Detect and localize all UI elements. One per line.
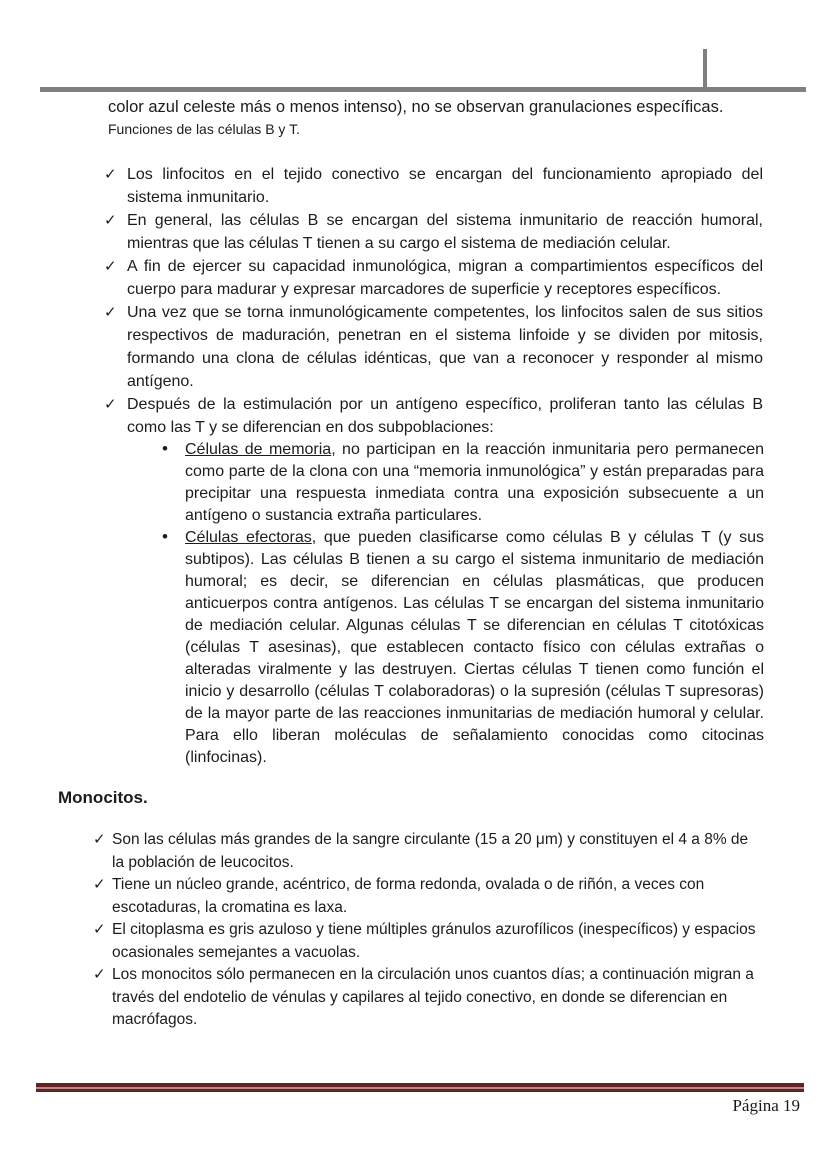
check-icon: ✓ — [104, 258, 117, 275]
check-list-item — [104, 209, 763, 255]
check-list-item — [93, 919, 764, 964]
check-list-item — [104, 163, 763, 209]
check-list-item — [93, 829, 764, 874]
footer-rule-dark-bottom — [36, 1089, 804, 1092]
section-subtitle: Funciones de las células B y T. — [108, 121, 300, 137]
monocitos-heading: Monocitos. — [58, 788, 148, 807]
bullet-icon: • — [162, 439, 168, 458]
header-tick-mark — [703, 49, 707, 87]
check-item-text: Después de la estimulación por un antígeno específico, proliferan tanto las células B como las T y se diferencian en dos subpoblaciones: — [127, 396, 763, 436]
page-number: Página 19 — [732, 1096, 800, 1115]
page-content — [58, 97, 764, 1032]
footer-rule — [36, 1083, 804, 1092]
check-list-item — [93, 964, 764, 1032]
bullet-item-lead: Células efectoras — [185, 529, 312, 546]
bullet-item-lead: Células de memoria — [185, 441, 332, 458]
functions-check-list — [104, 163, 763, 439]
check-icon: ✓ — [93, 876, 106, 893]
check-list-item — [104, 301, 763, 393]
bullet-item-text: , no participan en la reacción inmunitaria pero permanecen como parte de la clona con una “memoria inmunológica” y están preparadas para precipitar una respuesta inmediata contra una exposición subsecuente a un antígeno o sustancia extraña particulares. — [185, 441, 764, 524]
check-icon: ✓ — [104, 212, 117, 229]
intro-paragraph: color azul celeste más o menos intenso), no se observan granulaciones específicas. — [108, 98, 724, 116]
check-icon: ✓ — [93, 831, 106, 848]
check-icon: ✓ — [104, 304, 117, 321]
check-list-item — [93, 874, 764, 919]
check-item-text: A fin de ejercer su capacidad inmunológica, migran a compartimientos específicos del cuerpo para madurar y expresar marcadores de superficie y receptores específicos. — [127, 258, 763, 298]
bullet-icon: • — [162, 527, 168, 546]
check-icon: ✓ — [93, 921, 106, 938]
check-list-item — [104, 255, 763, 301]
bullet-list-item — [160, 527, 764, 769]
check-item-text: Tiene un núcleo grande, acéntrico, de forma redonda, ovalada o de riñón, a veces con escotaduras, la cromatina es laxa. — [112, 876, 705, 916]
check-item-text: Una vez que se torna inmunológicamente competentes, los linfocitos salen de sus sitios respectivos de maduración, penetran en el sistema linfoide y se dividen por mitosis, formando una clona de células idénticas, que van a reconocer y responder al mismo antígeno. — [127, 304, 763, 390]
check-icon: ✓ — [104, 396, 117, 413]
header-rule — [40, 87, 806, 92]
check-item-text: Son las células más grandes de la sangre circulante (15 a 20 μm) y constituyen el 4 a 8% de la población de leucocitos. — [112, 831, 749, 871]
check-icon: ✓ — [104, 166, 117, 183]
check-item-text: Los linfocitos en el tejido conectivo se encargan del funcionamiento apropiado del sistema inmunitario. — [127, 166, 763, 206]
check-item-text: En general, las células B se encargan del sistema inmunitario de reacción humoral, mientras que las células T tienen a su cargo el sistema de mediación celular. — [127, 212, 763, 252]
check-item-text: El citoplasma es gris azuloso y tiene múltiples gránulos azurofílicos (inespecíficos) y espacios ocasionales semejantes a vacuolas. — [112, 921, 756, 961]
check-icon: ✓ — [93, 966, 106, 983]
subpopulations-bullet-list — [160, 439, 764, 769]
check-list-item — [104, 393, 763, 439]
monocitos-check-list — [93, 829, 764, 1032]
bullet-item-text: , que pueden clasificarse como células B y células T (y sus subtipos). Las células B tienen a su cargo el sistema inmunitario de mediación humoral; es decir, se diferencian en células plasmáticas, que producen anticuerpos contra antígenos. Las células T se encargan del sistema inmunitario de mediación celular. Algunas células T se diferencian en células T citotóxicas (células T asesinas), que establecen contacto físico con células extrañas o alteradas viralmente y las destruyen. Ciertas células T tienen como función el inicio y desarrollo (células T colaboradoras) o la supresión (células T supresoras) de la mayor parte de las reacciones inmunitarias de mediación humoral y celular. Para ello liberan moléculas de señalamiento conocidas como citocinas (linfocinas). — [185, 529, 765, 766]
bullet-list-item — [160, 439, 764, 527]
check-item-text: Los monocitos sólo permanecen en la circulación unos cuantos días; a continuación migran a través del endotelio de vénulas y capilares al tejido conectivo, en donde se diferencian en macrófagos. — [112, 966, 754, 1028]
